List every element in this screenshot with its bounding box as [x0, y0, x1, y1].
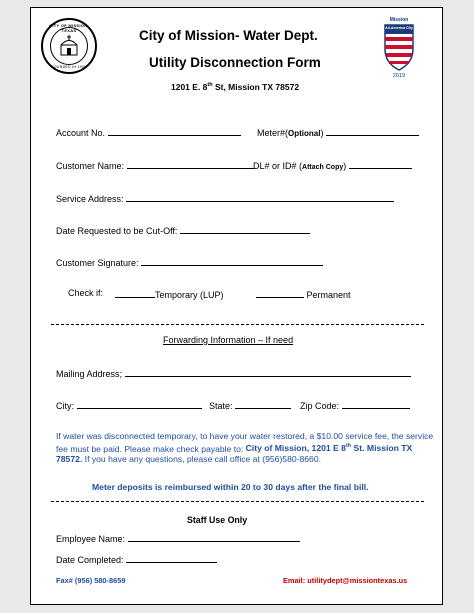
forwarding-heading: Forwarding Information – If need [163, 335, 294, 345]
temporary-checkbox[interactable] [115, 288, 155, 298]
seal-inner-ring [50, 27, 88, 65]
signature-field[interactable] [141, 256, 323, 266]
dl-label: DL# or ID# ( [253, 161, 303, 171]
mailing-address-field[interactable] [125, 367, 411, 377]
city-seal-icon [41, 18, 97, 74]
temporary-label: Temporary (LUP) [155, 290, 224, 300]
dl-attach-copy: Attach Copy [302, 164, 344, 171]
zip-row [300, 399, 410, 411]
signature-label: Customer Signature: [56, 258, 139, 268]
dl-id-field[interactable] [349, 159, 412, 169]
mailing-address-label: Mailing Address; [56, 369, 123, 379]
mailing-address-row [56, 367, 411, 379]
signature-row [56, 256, 323, 268]
account-no-label: Account No. [56, 128, 106, 138]
service-address-row [56, 192, 394, 204]
state-row [209, 399, 291, 411]
state-field[interactable] [235, 399, 291, 409]
permanent-label: Permanent [306, 290, 351, 300]
meter-optional: Optional [288, 129, 321, 138]
meter-label: Meter#( [257, 128, 289, 138]
check-if-label: Check if: [68, 288, 104, 298]
meter-row: Meter#(Optional) [257, 126, 419, 138]
badge-top-text: Mission [389, 17, 409, 23]
city-field[interactable] [77, 399, 202, 409]
email-address[interactable]: Email: utilitydept@missiontexas.us [283, 576, 408, 585]
customer-name-field[interactable] [127, 159, 255, 169]
customer-name-row [56, 159, 255, 171]
employee-name-field[interactable] [128, 532, 300, 542]
state-label: State: [209, 401, 233, 411]
dl-row: DL# or ID# (Attach Copy) [253, 159, 412, 171]
badge-middle-text: All-America City [385, 26, 413, 30]
temporary-option [115, 288, 224, 300]
page-title: City of Mission- Water Dept. [139, 28, 318, 43]
form-page [30, 7, 443, 605]
zip-field[interactable] [342, 399, 410, 409]
permanent-checkbox[interactable] [256, 288, 304, 298]
form-subtitle: Utility Disconnection Form [149, 55, 321, 70]
staff-divider [51, 501, 424, 502]
city-row [56, 399, 202, 411]
date-completed-field[interactable] [126, 553, 217, 563]
section-divider [51, 324, 424, 325]
payable-to: City of Mission, 1201 E 8th St. Mission TX 78572. [56, 443, 413, 464]
seal-text-top: CITY OF MISSION, TEXAS [49, 23, 89, 33]
fax-number: Fax# (956) 580-8659 [56, 576, 126, 585]
date-completed-row [56, 553, 217, 565]
all-america-city-shield-icon [377, 17, 421, 81]
employee-name-label: Employee Name: [56, 534, 126, 544]
restore-notice: If water was disconnected temporary, to have your water restored, a $10.00 service fee, the service fee must be paid. Please make check payable to: City of Mission, 1201 E 8th St. Mission TX 78572. If you have any questions, please call office at (956)580-8660. [56, 431, 434, 464]
seal-text-bottom: FOUNDED IN 1908 [51, 65, 87, 69]
permanent-option [256, 288, 351, 300]
cutoff-date-row [56, 224, 310, 236]
meter-number-field[interactable] [326, 126, 419, 136]
account-no-row [56, 126, 241, 138]
staff-heading: Staff Use Only [187, 515, 248, 525]
date-completed-label: Date Completed: [56, 555, 124, 565]
service-address-label: Service Address: [56, 194, 124, 204]
city-label: City: [56, 401, 74, 411]
employee-name-row [56, 532, 300, 544]
badge-year: 2019 [392, 73, 406, 79]
cutoff-date-field[interactable] [180, 224, 310, 234]
mission-building-icon [56, 33, 82, 59]
service-address-field[interactable] [126, 192, 394, 202]
customer-name-label: Customer Name: [56, 161, 125, 171]
cutoff-date-label: Date Requested to be Cut-Off: [56, 226, 178, 236]
deposit-note: Meter deposits is reimbursed within 20 to 30 days after the final bill. [92, 482, 369, 492]
office-address: 1201 E. 8th St, Mission TX 78572 [171, 82, 300, 92]
zip-label: Zip Code: [300, 401, 340, 411]
account-no-field[interactable] [108, 126, 241, 136]
